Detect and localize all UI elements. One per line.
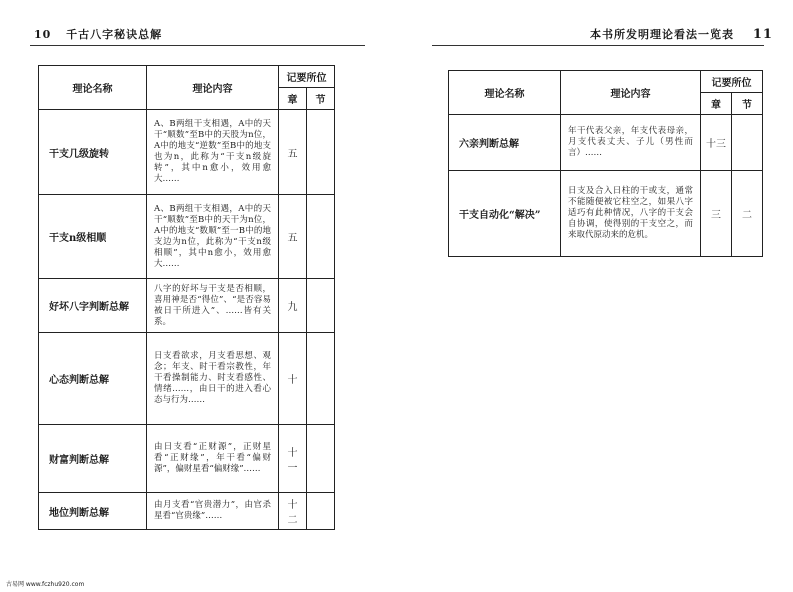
table-row bbox=[39, 493, 335, 530]
table-row bbox=[39, 333, 335, 425]
left-page-number: 10 bbox=[34, 28, 52, 41]
chapter-cell: 三 bbox=[701, 171, 732, 257]
theory-content: A、B两组干支相遇，A中的天干“顺数”至B中的天干为n位，A中的地支“数顺”至一B中的地支边为n位，此称为“干支n级相顺”，其中n愈小，效用愈大…… bbox=[147, 195, 279, 279]
table-row bbox=[39, 279, 335, 333]
section-cell bbox=[307, 110, 335, 195]
theory-name: 财富判断总解 bbox=[39, 425, 147, 493]
theory-name: 干支几级旋转 bbox=[39, 110, 147, 195]
section-cell bbox=[732, 115, 763, 171]
chapter-cell: 十一 bbox=[279, 425, 307, 493]
header-chapter: 章 bbox=[279, 88, 307, 110]
right-page-number: 11 bbox=[752, 27, 773, 42]
chapter-cell: 十二 bbox=[279, 493, 307, 530]
theory-name: 六亲判断总解 bbox=[449, 115, 561, 171]
table-row bbox=[449, 115, 763, 171]
left-theory-table bbox=[38, 65, 335, 530]
section-cell bbox=[307, 493, 335, 530]
chapter-cell: 十三 bbox=[701, 115, 732, 171]
header-theory-name: 理论名称 bbox=[449, 71, 561, 115]
left-running-title: 千古八字秘诀总解 bbox=[66, 28, 163, 41]
chapter-cell: 五 bbox=[279, 195, 307, 279]
theory-name: 地位判断总解 bbox=[39, 493, 147, 530]
right-page-header bbox=[590, 26, 773, 42]
theory-content: 年干代表父亲，年支代表母亲，月支代表丈夫、子儿（男性而言）…… bbox=[561, 115, 701, 171]
source-watermark: 古易网 www.fczhu920.com bbox=[6, 581, 85, 588]
theory-name: 干支自动化“解决” bbox=[449, 171, 561, 257]
right-header-rule bbox=[432, 45, 764, 46]
theory-content: 日支及合入日柱的干或支，通常不能随便被它柱空之，如果八字适巧有此种情况，八字的干支会自协调，使得别的干支空之，而来取代原动来的危机。 bbox=[561, 171, 701, 257]
header-theory-name: 理论名称 bbox=[39, 66, 147, 110]
table-row bbox=[449, 171, 763, 257]
right-theory-table bbox=[448, 70, 763, 257]
theory-content: 由月支看“官贵潜力”，由官杀星看“官贵缘”…… bbox=[147, 493, 279, 530]
table-row bbox=[39, 425, 335, 493]
theory-name: 好坏八字判断总解 bbox=[39, 279, 147, 333]
table-row bbox=[39, 195, 335, 279]
section-cell bbox=[307, 195, 335, 279]
chapter-cell: 九 bbox=[279, 279, 307, 333]
theory-content: 由日支看“正财源”，正财星看“正财缘”，年干看“偏财源”，偏财星看“偏财缘”…… bbox=[147, 425, 279, 493]
left-header-rule bbox=[30, 45, 365, 46]
chapter-cell: 十 bbox=[279, 333, 307, 425]
theory-content: 八字的好坏与干支是否相顺，喜用神是否“得位”、“是否容易被日干所进入”、……皆有关系。 bbox=[147, 279, 279, 333]
left-page-header bbox=[34, 26, 162, 42]
chapter-cell: 五 bbox=[279, 110, 307, 195]
section-cell bbox=[307, 425, 335, 493]
header-record-position: 记要所位 bbox=[701, 71, 763, 93]
header-record-position: 记要所位 bbox=[279, 66, 335, 88]
theory-name: 干支n级相顺 bbox=[39, 195, 147, 279]
theory-content: A、B两组干支相遇，A中的天干“顺数”至B中的天股为n位，A中的地支“逆数”至B中的地支也为n，此称为“干支n级旋转”，其中n愈小，效用愈大…… bbox=[147, 110, 279, 195]
theory-name: 心态判断总解 bbox=[39, 333, 147, 425]
section-cell bbox=[307, 279, 335, 333]
header-section: 节 bbox=[307, 88, 335, 110]
right-running-title: 本书所发明理论看法一览表 bbox=[590, 28, 734, 41]
table-row bbox=[39, 110, 335, 195]
theory-content: 日支看欲求，月支看思想、观念；年支、时干看宗教性，年干看操制能力、时支看感性、情绪……，由日干的进入看心态与行为…… bbox=[147, 333, 279, 425]
section-cell bbox=[307, 333, 335, 425]
header-section: 节 bbox=[732, 93, 763, 115]
header-chapter: 章 bbox=[701, 93, 732, 115]
header-theory-content: 理论内容 bbox=[561, 71, 701, 115]
section-cell: 二 bbox=[732, 171, 763, 257]
header-theory-content: 理论内容 bbox=[147, 66, 279, 110]
